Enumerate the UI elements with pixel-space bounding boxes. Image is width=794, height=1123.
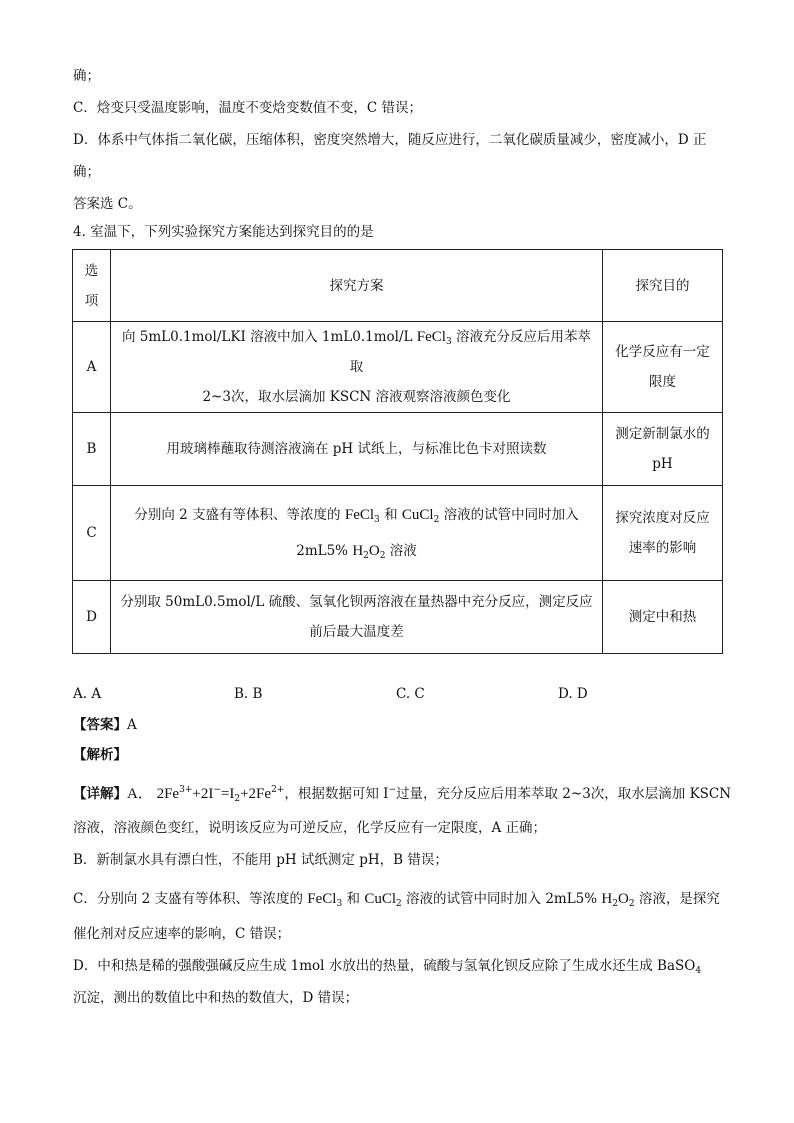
detail-line: B．新制氯水具有漂白性，不能用 pH 试纸测定 pH，B 错误； bbox=[73, 852, 448, 868]
detail-line: D．中和热是稀的强酸强碱反应生成 1mol 水放出的热量，硫酸与氢氧化钡反应除了生成水还生成 BaSO$_4$ bbox=[73, 958, 702, 976]
table-row bbox=[73, 322, 723, 413]
option-d: D. D bbox=[558, 686, 588, 702]
option-cell: C bbox=[73, 486, 111, 581]
text-line: C．焓变只受温度影响，温度不变焓变数值不变，C 错误； bbox=[73, 100, 422, 116]
answer-options bbox=[0, 684, 794, 704]
header-plan: 探究方案 bbox=[111, 250, 603, 322]
option-cell: B bbox=[73, 413, 111, 486]
purpose-cell: 测定新制氯水的 pH bbox=[603, 413, 723, 486]
table-row bbox=[73, 486, 723, 581]
text-line: 答案选 C。 bbox=[73, 196, 142, 212]
plan-cell: 分别取 50mL0.5mol/L 硫酸、氢氧化钡两溶液在量热器中充分反应，测定反应 前后最大温度差 bbox=[111, 581, 603, 654]
plan-cell: 分别向 2 支盛有等体积、等浓度的 FeCl$_3$ 和 CuCl$_2$ 溶液的试管中同时加入 2mL5% $H_2O_2$ 溶液 bbox=[111, 486, 603, 581]
detail-line: 【详解】A． $2Fe^{3+}+2I^-=I_2+2Fe^{2+}$，根据数据可知 I−过量，充分反应后用苯萃取 2~3次，取水层滴加 KSCN bbox=[73, 785, 732, 804]
question-stem: 4. 室温下，下列实验探究方案能达到探究目的的是 bbox=[73, 224, 374, 240]
analysis-heading: 【解析】 bbox=[73, 747, 127, 763]
purpose-cell: 测定中和热 bbox=[603, 581, 723, 654]
option-a: A. A bbox=[73, 686, 102, 702]
header-option: 选项 bbox=[73, 250, 111, 322]
table-row bbox=[73, 581, 723, 654]
text-line: D．体系中气体指二氧化碳，压缩体积，密度突然增大，随反应进行，二氧化碳质量减少，密度减小，D 正 bbox=[73, 132, 707, 148]
option-b: B. B bbox=[234, 686, 263, 702]
option-cell: A bbox=[73, 322, 111, 413]
detail-line: 催化剂对反应速率的影响，C 错误； bbox=[73, 926, 291, 942]
answer-line: 【答案】A bbox=[73, 717, 137, 733]
text-line: 确； bbox=[73, 68, 100, 84]
option-c: C. C bbox=[396, 686, 425, 702]
text-line: 确； bbox=[73, 164, 100, 180]
table-header-row bbox=[73, 250, 723, 322]
detail-line: 沉淀，测出的数值比中和热的数值大，D 错误； bbox=[73, 990, 359, 1006]
plan-cell: 向 5mL0.1mol/LKI 溶液中加入 1mL0.1mol/L FeCl$_3$ 溶液充分反应后用苯萃取 2~3次，取水层滴加 KSCN 溶液观察溶液颜色变化 bbox=[111, 322, 603, 413]
header-purpose: 探究目的 bbox=[603, 250, 723, 322]
detail-line: C．分别向 2 支盛有等体积、等浓度的 FeCl$_3$ 和 CuCl$_2$ 溶液的试管中同时加入 2mL5% $H_2O_2$ 溶液，是探究 bbox=[73, 891, 720, 909]
purpose-cell: 化学反应有一定限度 bbox=[603, 322, 723, 413]
plan-cell: 用玻璃棒蘸取待测溶液滴在 pH 试纸上，与标准比色卡对照读数 bbox=[111, 413, 603, 486]
purpose-cell: 探究浓度对反应速率的影响 bbox=[603, 486, 723, 581]
table-row bbox=[73, 413, 723, 486]
detail-line: 溶液，溶液颜色变红，说明该反应为可逆反应，化学反应有一定限度，A 正确； bbox=[73, 820, 547, 836]
option-cell: D bbox=[73, 581, 111, 654]
experiment-table bbox=[72, 249, 723, 654]
